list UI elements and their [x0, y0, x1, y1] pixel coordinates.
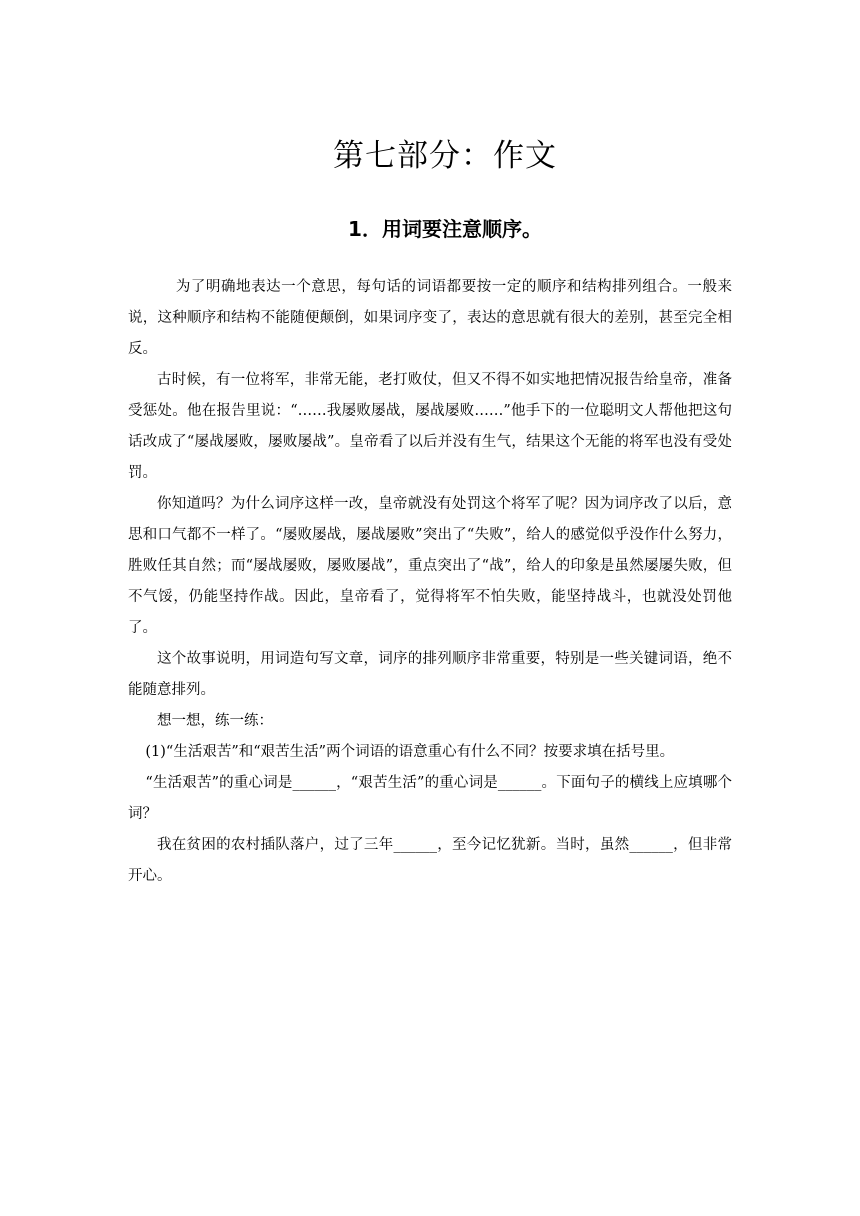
section-heading: 1．用词要注意顺序。 [348, 217, 542, 241]
paragraph-story: 古时候，有一位将军，非常无能，老打败仗，但又不得不如实地把情况报告给皇帝，准备受惩处。他在报告里说：“……我屡败屡战，屡战屡败……”他手下的一位聪明文人帮他把这句话改成了“屡战屡败，屡败屡战”。皇帝看了以后并没有生气，结果这个无能的将军也没有受处罚。 [128, 372, 732, 481]
exercise-question: (1)“生活艰苦”和“艰苦生活”两个词语的语意重心有什么不同？按要求填在括号里。 [145, 744, 675, 760]
paragraph-intro: 为了明确地表达一个意思，每句话的词语都要按一定的顺序和结构排列组合。一般来说，这种顺序和结构不能随便颠倒，如果词序变了，表达的意思就有很大的差别，甚至完全相反。 [128, 279, 732, 357]
paragraph-conclusion: 这个故事说明，用词造句写文章，词序的排列顺序非常重要，特别是一些关键词语，绝不能随意排列。 [128, 651, 732, 698]
paragraph-explanation: 你知道吗？为什么词序这样一改，皇帝就没有处罚这个将军了呢？因为词序改了以后，意思和口气都不一样了。“屡败屡战，屡战屡败”突出了“失败”，给人的感觉似乎没作什么努力，胜败任其自然；而“屡战屡败，屡败屡战”，重点突出了“战”，给人的印象是虽然屡屡失败，但不气馁，仍能坚持作战。因此，皇帝看了，觉得将军不怕失败，能坚持战斗，也就没处罚他了。 [128, 496, 732, 636]
exercise-sentence: 我在贫困的农村插队落户，过了三年______，至今记忆犹新。当时，虽然______，但非常开心。 [128, 837, 732, 884]
document-body [128, 272, 732, 892]
exercise-fill-in: “生活艰苦”的重心词是______，“艰苦生活”的重心词是______。下面句子的横线上应填哪个词？ [128, 775, 732, 822]
page-title: 第七部分：作文 [333, 138, 557, 174]
exercise-heading: 想一想，练一练： [157, 713, 273, 729]
